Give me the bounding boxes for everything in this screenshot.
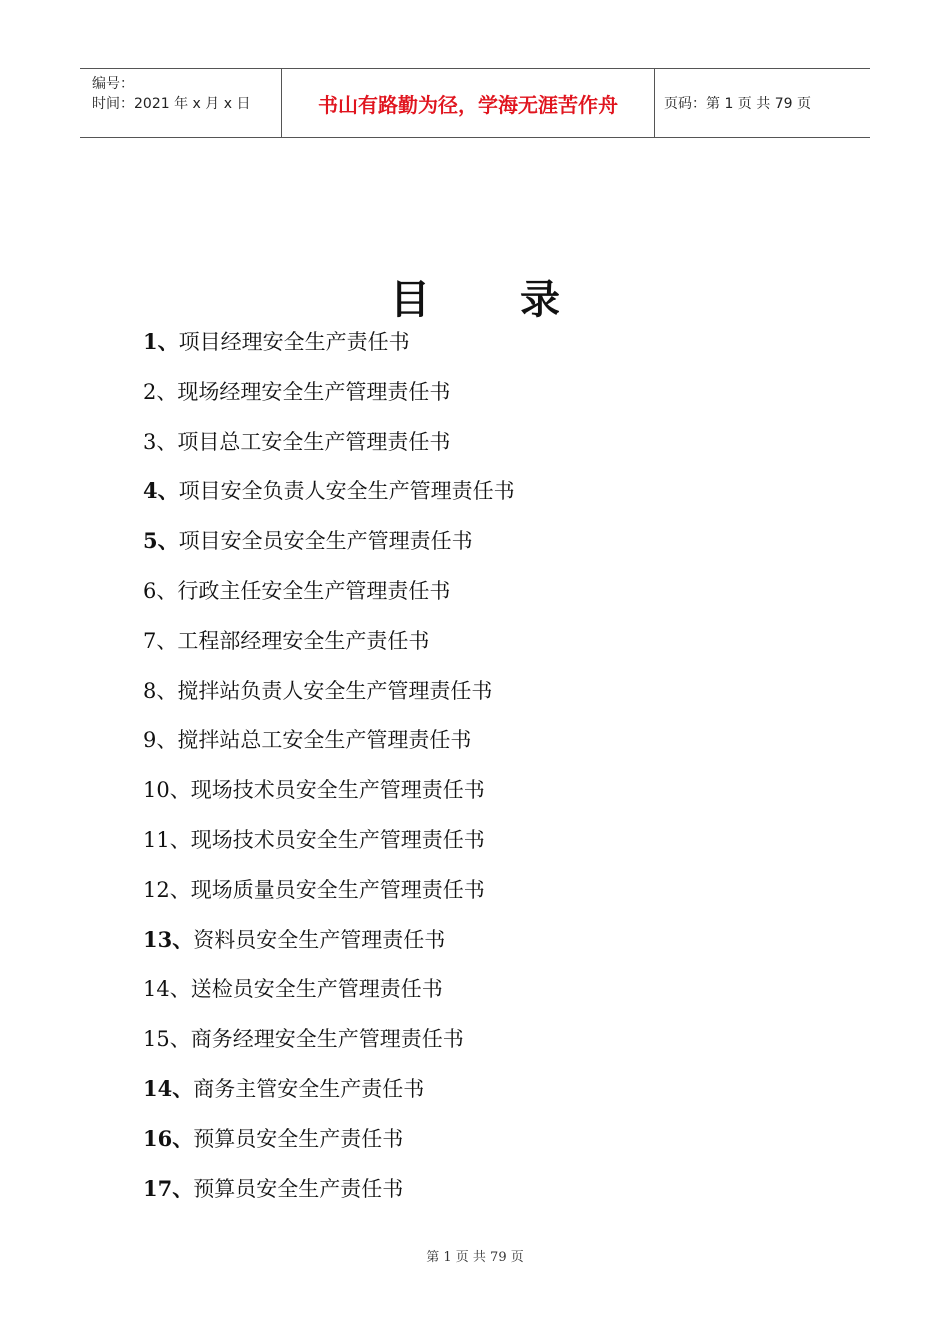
toc-item[interactable] bbox=[143, 770, 515, 820]
toc-item[interactable] bbox=[143, 671, 515, 721]
toc-item-number: 5、 bbox=[143, 528, 179, 554]
toc-item-number: 11、 bbox=[143, 827, 191, 852]
toc-item-text: 工程部经理安全生产责任书 bbox=[177, 628, 430, 653]
toc-item-text: 预算员安全生产责任书 bbox=[193, 1126, 404, 1151]
toc-item-text: 项目安全负责人安全生产管理责任书 bbox=[178, 479, 515, 504]
toc-item[interactable] bbox=[143, 969, 515, 1019]
toc-item-number: 6、 bbox=[143, 578, 178, 603]
toc-item-text: 预算员安全生产责任书 bbox=[193, 1176, 404, 1201]
toc-item-text: 资料员安全生产管理责任书 bbox=[193, 927, 446, 952]
page-footer: 第 1 页 共 79 页 bbox=[426, 1250, 524, 1265]
toc-item-number: 15、 bbox=[143, 1027, 191, 1052]
toc-item-text: 商务经理安全生产管理责任书 bbox=[190, 1027, 464, 1052]
toc-item[interactable] bbox=[143, 1069, 515, 1119]
toc-item-number: 2、 bbox=[143, 379, 178, 404]
toc-item-text: 搅拌站负责人安全生产管理责任书 bbox=[177, 678, 493, 703]
toc-item-text: 项目安全员安全生产管理责任书 bbox=[178, 529, 473, 554]
toc-item-text: 现场经理安全生产管理责任书 bbox=[177, 379, 451, 404]
toc-item-text: 商务主管安全生产责任书 bbox=[193, 1076, 425, 1101]
toc-item-text: 搅拌站总工安全生产管理责任书 bbox=[177, 728, 472, 753]
toc-title-right: 录 bbox=[520, 276, 560, 323]
toc-item[interactable] bbox=[143, 471, 515, 521]
header-meta bbox=[80, 69, 280, 137]
toc-item[interactable] bbox=[143, 1019, 515, 1069]
toc-item-number: 17、 bbox=[143, 1175, 194, 1201]
header-page-info bbox=[654, 69, 870, 137]
toc-item-number: 12、 bbox=[143, 877, 191, 902]
toc-item-text: 现场技术员安全生产管理责任书 bbox=[190, 827, 485, 852]
toc-item-number: 1、 bbox=[143, 329, 179, 354]
toc-item[interactable] bbox=[143, 920, 515, 970]
toc-item[interactable] bbox=[143, 571, 515, 621]
toc-item[interactable] bbox=[143, 521, 515, 571]
toc-item[interactable] bbox=[143, 820, 515, 870]
toc-item[interactable] bbox=[143, 322, 515, 372]
toc-item-number: 13、 bbox=[143, 926, 194, 952]
toc-item-number: 8、 bbox=[143, 678, 178, 703]
number-label: 编号： bbox=[92, 76, 134, 92]
toc-item-number: 4、 bbox=[143, 478, 179, 504]
toc-item[interactable] bbox=[143, 870, 515, 920]
toc-item[interactable] bbox=[143, 422, 515, 472]
toc-item-text: 行政主任安全生产管理责任书 bbox=[177, 578, 451, 603]
toc-item-text: 项目经理安全生产责任书 bbox=[178, 330, 410, 354]
toc-item-text: 现场技术员安全生产管理责任书 bbox=[190, 778, 485, 803]
header-motto: 书山有路勤为径，学海无涯苦作舟 bbox=[281, 69, 655, 137]
toc-item-text: 现场质量员安全生产管理责任书 bbox=[190, 877, 485, 902]
toc-item[interactable] bbox=[143, 621, 515, 671]
toc-item-text: 送检员安全生产管理责任书 bbox=[190, 977, 443, 1002]
toc-item-text: 项目总工安全生产管理责任书 bbox=[177, 429, 451, 454]
page-info-text: 页码：第 1 页 共 79 页 bbox=[664, 96, 811, 112]
toc-item-number: 10、 bbox=[143, 778, 191, 803]
toc-item-number: 7、 bbox=[143, 628, 178, 653]
toc-item[interactable] bbox=[143, 1169, 515, 1219]
toc-item-number: 9、 bbox=[143, 728, 178, 753]
toc-item[interactable] bbox=[143, 720, 515, 770]
toc-title-left: 目 bbox=[390, 276, 430, 323]
toc-item[interactable] bbox=[143, 372, 515, 422]
time-label: 时间：2021 年 x 月 x 日 bbox=[92, 96, 251, 112]
toc-item-number: 14、 bbox=[143, 1075, 194, 1101]
toc-item-number: 14、 bbox=[143, 977, 191, 1002]
toc-item-number: 3、 bbox=[143, 429, 178, 454]
toc-list bbox=[143, 322, 515, 1218]
toc-item[interactable] bbox=[143, 1119, 515, 1169]
document-header bbox=[80, 68, 870, 138]
toc-item-number: 16、 bbox=[143, 1125, 194, 1151]
